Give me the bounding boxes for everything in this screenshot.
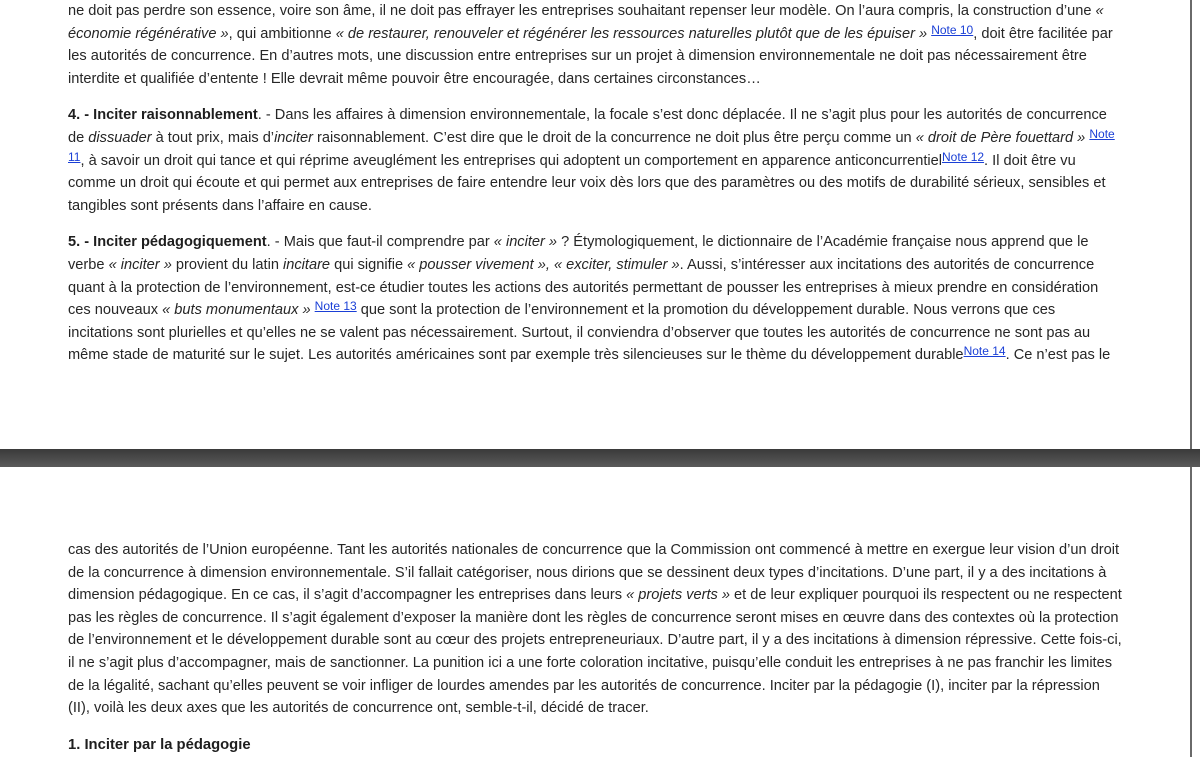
footnote-link-11[interactable]: Note 11: [68, 126, 1115, 164]
text-run: qui signifie: [330, 256, 408, 273]
text-run: . - Dans les affaires à dimension environnementale, la focale s’est donc déplacée. Il ne s’agit plus pour les autorités de concurrence de: [68, 107, 1107, 146]
italic-quote: « pousser vivement », « exciter, stimuler »: [407, 256, 680, 273]
italic-quote: « inciter »: [108, 256, 172, 273]
italic-quote: « droit de Père fouettard »: [915, 129, 1086, 146]
italic-quote: « inciter »: [493, 234, 558, 251]
italic-quote: « projets verts »: [626, 587, 730, 604]
paragraph-5: [68, 231, 1124, 367]
italic-quote: « de restaurer, renouveler et régénérer les ressources naturelles plutôt que de les épuiser »: [335, 25, 928, 42]
text-run: et de leur expliquer pourquoi ils respectent ou ne respectent pas les règles de concurrence. Il s’agit également d’exposer la manière dont les règles de concurrence seront mises en œuvre dans des contextes où la protection de l’environnement et le développement durable sont au cœur des projets entrepreneuriaux. D’autre part, il y a des incitations à dimension répressive. Cette fois-ci, il ne s’agit plus d’accompagner, mais de sanctionner. La punition ici a une forte coloration incitative, puisqu’elle conduit les entreprises à ne pas franchir les limites de la légalité, sachant qu’elles peuvent se voir infliger de lourdes amendes par les autorités de concurrence. Inciter par la pédagogie (I), inciter par la répression (II), voilà les deux axes que les autorités de concurrence ont, semble-t-il, décidé de tracer.: [68, 587, 1122, 717]
paragraph-3-end: [68, 0, 1124, 90]
italic-word: dissuader: [88, 129, 152, 146]
text-run: . Ce n’est pas le: [1005, 347, 1111, 364]
footnote-link-13[interactable]: Note 13: [314, 299, 357, 314]
italic-word: inciter: [274, 129, 313, 146]
text-run: , qui ambitionne: [228, 25, 336, 42]
text-run: cas des autorités de l’Union européenne. Tant les autorités nationales de concurrence que la Commission ont commencé à mettre en exergue leur vision d’un droit de la concurrence à dimension environnementale. S’il fallait catégoriser, nous dirions que se dessinent deux types d’incitations. D’une part, il y a des incitations à dimension pédagogique. En ce cas, il s’agit d’accompagner les entreprises dans leurs: [68, 542, 1120, 604]
text-run: . Aussi, s’intéresser aux incitations des autorités de concurrence quant à la protection de l’environnement, est-ce étudier toutes les actions des autorités permettant de pousser les entreprises à mieux prendre en considération ces nouveaux: [68, 256, 1099, 319]
paragraph-5-continued: [68, 539, 1124, 720]
page-2-text: [68, 539, 1124, 756]
document-page-2: [0, 467, 1192, 757]
italic-quote: « économie régénérative »: [68, 3, 1104, 42]
paragraph-4: [68, 104, 1124, 217]
text-run: . - Mais que faut-il comprendre par: [266, 234, 494, 251]
footnote-link-14[interactable]: Note 14: [963, 344, 1006, 359]
italic-word: incitare: [283, 256, 331, 273]
text-run: raisonnablement. C’est dire que le droit de la concurrence ne doit plus être perçu comme un: [313, 129, 916, 146]
footnote-link-10[interactable]: Note 10: [931, 22, 974, 37]
text-run: que sont la protection de l’environnement et la promotion du développement durable. Nous verrons que ces incitations sont plurielles et qu’elles ne se valent pas nécessairement. Surtout, il conviendra d’observer que toutes les autorités de concurrence ne sont pas au même stade de maturité sur le sujet. Les autorités américaines sont par exemple très silencieuses sur le thème du développement durable: [68, 302, 1091, 364]
text-run: ne doit pas perdre son essence, voire son âme, il ne doit pas effrayer les entreprises souhaitant repenser leur modèle. On l’aura compris, la construction d’une: [68, 3, 1096, 19]
paragraph-heading: 4. - Inciter raisonnablement: [68, 107, 258, 124]
text-run: , doit être facilitée par les autorités de concurrence. En d’autres mots, une discussion entre entreprises sur un projet à dimension environnementale ne doit pas nécessairement être interdite et qualifiée d’entente ! Elle devrait même pouvoir être encouragée, dans certaines circonstances…: [68, 25, 1113, 87]
text-run: . Il doit être vu comme un droit qui écoute et qui permet aux entreprises de faire entendre leur voix dès lors que des paramètres ou des motifs de durabilité sérieux, sensibles et tangibles sont présents dans l’affaire en cause.: [68, 152, 1106, 214]
paragraph-heading: 5. - Inciter pédagogiquement: [68, 234, 267, 251]
italic-quote: « buts monumentaux »: [162, 302, 311, 319]
text-run: provient du latin: [171, 256, 283, 273]
page-1-text: [68, 0, 1124, 381]
page-separator: [0, 449, 1200, 467]
footnote-link-12[interactable]: Note 12: [942, 149, 985, 164]
text-run: ? Étymologiquement, le dictionnaire de l’Académie française nous apprend que le verbe: [68, 234, 1089, 273]
text-run: à tout prix, mais d’: [151, 129, 275, 146]
section-heading: 1. Inciter par la pédagogie: [68, 736, 251, 753]
text-run: , à savoir un droit qui tance et qui réprime aveuglément les entreprises qui adoptent un comportement en apparence anticoncurrentiel: [80, 152, 943, 169]
